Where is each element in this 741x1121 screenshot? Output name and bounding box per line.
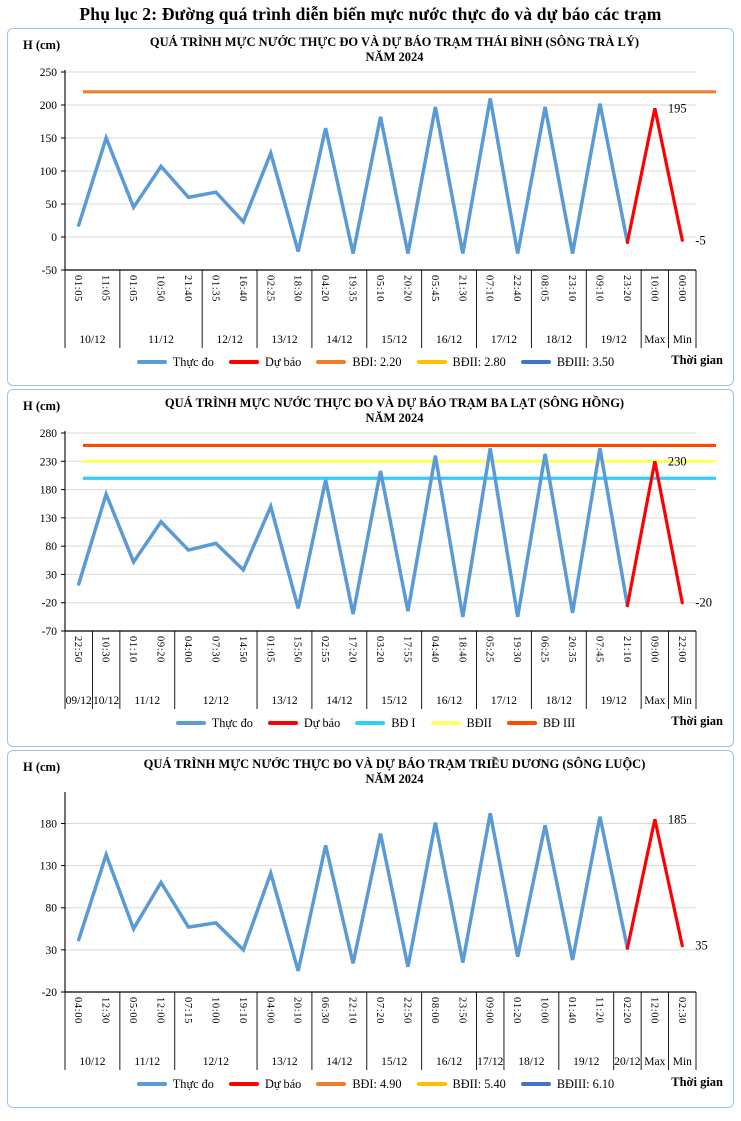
time-label: 01:40 xyxy=(566,997,578,1024)
time-label: 15:50 xyxy=(291,636,303,663)
date-label: Max xyxy=(644,1056,666,1068)
date-label: 16/12 xyxy=(435,1056,463,1068)
time-label: 01:35 xyxy=(209,275,221,302)
time-label: 21:30 xyxy=(456,275,468,302)
date-label: 13/12 xyxy=(271,695,298,707)
legend-item xyxy=(521,1077,614,1092)
legend-item xyxy=(137,1077,214,1092)
legend-label: BĐI: 2.20 xyxy=(352,354,402,369)
time-label: 09:00 xyxy=(648,636,660,663)
y-axis-title: H (cm) xyxy=(23,760,61,774)
y-tick-label: 100 xyxy=(39,166,57,178)
time-label: 07:10 xyxy=(483,275,495,302)
date-label: 20/12 xyxy=(614,1056,641,1068)
chart-legend-row xyxy=(8,350,733,374)
forecast-line xyxy=(627,819,682,948)
time-label: 12:30 xyxy=(99,997,111,1024)
time-label: 23:20 xyxy=(620,275,632,302)
legend-item xyxy=(355,716,415,731)
legend-line-swatch xyxy=(176,721,206,724)
legend-label: BĐIII: 3.50 xyxy=(556,354,615,369)
y-tick-label: 0 xyxy=(51,232,57,244)
chart-subtitle: NĂM 2024 xyxy=(365,411,424,425)
time-label: 02:25 xyxy=(264,275,276,302)
date-label: 10/12 xyxy=(79,1056,106,1068)
legend-label: Thực đo xyxy=(172,1076,214,1091)
time-label: 23:10 xyxy=(566,275,578,302)
date-label: 09/12 xyxy=(65,695,92,707)
chart-plot xyxy=(8,788,734,1072)
legend-line-swatch xyxy=(521,360,551,363)
y-tick-label: -70 xyxy=(41,626,57,638)
chart-panel xyxy=(7,28,734,386)
legend-item xyxy=(507,716,575,731)
time-label: 07:20 xyxy=(374,997,385,1024)
chart-title: QUÁ TRÌNH MỰC NƯỚC THỰC ĐO VÀ DỰ BÁO TRẠM BA LẠT (SÔNG HỒNG) xyxy=(164,396,625,410)
legend-line-swatch xyxy=(316,360,346,363)
time-label: 12:00 xyxy=(648,997,660,1024)
date-label: Min xyxy=(672,695,692,707)
chart-legend-row xyxy=(8,1072,733,1096)
legend-line-swatch xyxy=(229,360,259,363)
time-label: 10:00 xyxy=(209,997,221,1024)
legend-line-swatch xyxy=(417,1082,447,1085)
time-label: 22:40 xyxy=(511,275,523,302)
time-label: 21:10 xyxy=(620,636,632,663)
legend-label: Thực đo xyxy=(172,354,214,369)
time-label: 00:00 xyxy=(675,275,687,302)
time-label: 01:10 xyxy=(127,636,139,663)
time-label: 19:30 xyxy=(511,636,523,663)
legend-label: Dự báo xyxy=(264,1076,302,1091)
legend-label: Thực đo xyxy=(211,715,253,730)
time-label: 17:55 xyxy=(401,636,413,663)
date-label: 11/12 xyxy=(134,695,161,707)
legend-label: BĐ I xyxy=(391,715,416,730)
y-tick-label: 130 xyxy=(39,860,57,873)
time-label: 23:50 xyxy=(456,997,468,1024)
time-label: 20:35 xyxy=(566,636,578,663)
date-label: 10/12 xyxy=(79,334,106,346)
chart-subtitle: NĂM 2024 xyxy=(365,772,424,786)
annotation-value: 185 xyxy=(667,812,687,827)
date-label: Min xyxy=(672,334,692,346)
chart-plot xyxy=(8,427,734,711)
observed-line xyxy=(79,98,628,253)
time-label: 05:00 xyxy=(127,997,139,1024)
observed-line xyxy=(79,813,628,971)
date-label: 14/12 xyxy=(326,334,353,346)
time-label: 17:20 xyxy=(346,636,358,663)
legend-line-swatch xyxy=(268,721,298,724)
time-label: 04:00 xyxy=(181,636,193,663)
time-label: 04:20 xyxy=(319,275,331,302)
time-label: 06:25 xyxy=(538,636,550,663)
legend-line-swatch xyxy=(417,360,447,363)
y-tick-label: -50 xyxy=(41,265,57,277)
date-label: 13/12 xyxy=(271,1056,298,1068)
legend-item xyxy=(316,1077,401,1092)
legend-label: BĐ III xyxy=(542,715,576,730)
legend-line-swatch xyxy=(137,1082,167,1085)
legend-label: BĐII xyxy=(466,715,492,730)
chart-legend-row xyxy=(8,711,733,735)
legend-item xyxy=(431,716,492,731)
time-label: 07:45 xyxy=(593,636,605,663)
legend-line-swatch xyxy=(229,1082,259,1085)
y-tick-label: 50 xyxy=(45,199,57,211)
time-label: 09:20 xyxy=(154,636,166,663)
time-label: 02:55 xyxy=(319,636,331,663)
time-label: 18:40 xyxy=(456,636,468,663)
time-label: 22:00 xyxy=(675,636,687,663)
chart-plot xyxy=(8,66,734,350)
annotation-value: 195 xyxy=(667,101,687,116)
y-tick-label: 30 xyxy=(45,569,57,582)
legend-line-swatch xyxy=(137,360,167,363)
annotation-value: 230 xyxy=(667,454,687,469)
time-label: 05:25 xyxy=(483,636,495,663)
time-label: 16:40 xyxy=(236,275,248,302)
time-label: 22:50 xyxy=(401,997,413,1024)
y-tick-label: 250 xyxy=(39,67,57,79)
page-title: Phụ lục 2: Đường quá trình diễn biến mực nước thực đo và dự báo các trạm xyxy=(79,4,662,24)
y-tick-label: -20 xyxy=(41,597,57,610)
chart-panel xyxy=(7,750,734,1108)
date-label: Max xyxy=(644,695,666,707)
time-label: 10:00 xyxy=(538,997,550,1024)
chart-subtitle: NĂM 2024 xyxy=(365,50,424,64)
legend-label: BĐIII: 6.10 xyxy=(556,1076,615,1091)
y-tick-label: 130 xyxy=(39,512,57,525)
date-label: 12/12 xyxy=(216,334,243,346)
date-label: 15/12 xyxy=(381,1056,408,1068)
date-label: 12/12 xyxy=(202,695,229,707)
forecast-line xyxy=(627,108,682,242)
time-label: 04:00 xyxy=(264,997,276,1024)
time-label: 11:05 xyxy=(99,275,111,302)
time-label: 08:00 xyxy=(428,997,440,1024)
legend-items xyxy=(8,711,733,735)
date-label: 15/12 xyxy=(381,695,408,707)
time-label: 07:15 xyxy=(181,997,193,1024)
chart-panel xyxy=(7,389,734,747)
date-label: 13/12 xyxy=(271,334,298,346)
y-tick-label: 180 xyxy=(39,818,57,831)
y-tick-label: 30 xyxy=(45,944,57,957)
y-tick-label: 180 xyxy=(39,484,57,497)
time-label: 01:05 xyxy=(127,275,139,302)
y-axis-title: H (cm) xyxy=(23,399,61,413)
legend-item xyxy=(417,355,506,370)
time-label: 05:10 xyxy=(374,275,385,302)
annotation-value: -20 xyxy=(695,595,712,610)
time-label: 19:35 xyxy=(346,275,358,302)
time-label: 21:40 xyxy=(181,275,193,302)
x-axis-title: Thời gian xyxy=(671,353,723,367)
date-label: 19/12 xyxy=(573,1056,600,1068)
date-label: 11/12 xyxy=(148,334,174,346)
legend-item xyxy=(316,355,401,370)
time-label: 01:05 xyxy=(264,636,276,663)
date-label: 10/12 xyxy=(93,695,120,707)
charts-container xyxy=(0,28,741,1108)
legend-item xyxy=(229,1077,301,1092)
date-label: 17/12 xyxy=(490,334,518,346)
legend-items xyxy=(8,1072,733,1096)
time-label: 01:05 xyxy=(72,275,84,302)
time-label: 11:20 xyxy=(593,997,605,1024)
time-label: 10:30 xyxy=(99,636,111,663)
legend-item xyxy=(229,355,301,370)
chart-title: QUÁ TRÌNH MỰC NƯỚC THỰC ĐO VÀ DỰ BÁO TRẠM THÁI BÌNH (SÔNG TRÀ LÝ) xyxy=(149,35,640,49)
legend-line-swatch xyxy=(355,721,385,724)
date-label: 16/12 xyxy=(435,695,463,707)
date-label: 18/12 xyxy=(518,1056,545,1068)
legend-label: BĐI: 4.90 xyxy=(352,1076,402,1091)
x-axis-title: Thời gian xyxy=(671,1075,723,1089)
legend-line-swatch xyxy=(521,1082,551,1085)
legend-items xyxy=(8,350,733,374)
chart-title: QUÁ TRÌNH MỰC NƯỚC THỰC ĐO VÀ DỰ BÁO TRẠM TRIỀU DƯƠNG (SÔNG LUỘC) xyxy=(143,757,646,771)
time-label: 09:10 xyxy=(593,275,605,302)
date-label: 14/12 xyxy=(326,1056,353,1068)
annotation-value: -5 xyxy=(695,233,706,248)
y-tick-label: -20 xyxy=(41,987,57,999)
time-label: 22:50 xyxy=(72,636,84,663)
date-label: Max xyxy=(644,334,666,346)
date-label: 11/12 xyxy=(134,1056,161,1068)
legend-item xyxy=(137,355,214,370)
date-label: 17/12 xyxy=(477,1056,504,1068)
legend-item xyxy=(521,355,614,370)
legend-label: BĐII: 5.40 xyxy=(452,1076,506,1091)
date-label: 18/12 xyxy=(545,334,572,346)
time-label: 12:00 xyxy=(154,997,166,1024)
date-label: 14/12 xyxy=(326,695,353,707)
forecast-line xyxy=(627,461,682,605)
y-tick-label: 80 xyxy=(45,541,57,554)
time-label: 03:20 xyxy=(374,636,385,663)
time-label: 05:45 xyxy=(428,275,440,302)
y-tick-label: 200 xyxy=(39,100,57,112)
time-label: 01:20 xyxy=(511,997,523,1024)
time-label: 10:50 xyxy=(154,275,166,302)
time-label: 04:00 xyxy=(72,997,84,1024)
time-label: 18:30 xyxy=(291,275,303,302)
y-tick-label: 230 xyxy=(39,456,57,469)
time-label: 08:05 xyxy=(538,275,550,302)
time-label: 22:10 xyxy=(346,997,358,1024)
legend-line-swatch xyxy=(507,721,537,724)
time-label: 06:30 xyxy=(319,997,331,1024)
legend-line-swatch xyxy=(316,1082,346,1085)
observed-line xyxy=(79,448,628,617)
legend-label: BĐII: 2.80 xyxy=(452,354,506,369)
date-label: 19/12 xyxy=(600,334,627,346)
time-label: 04:40 xyxy=(428,636,440,663)
date-label: 17/12 xyxy=(490,695,518,707)
time-label: 09:00 xyxy=(483,997,495,1024)
legend-label: Dự báo xyxy=(303,715,341,730)
x-axis-title: Thời gian xyxy=(671,714,723,728)
time-label: 02:30 xyxy=(675,997,687,1024)
date-label: 19/12 xyxy=(600,695,627,707)
time-label: 19:10 xyxy=(236,997,248,1024)
time-label: 20:10 xyxy=(291,997,303,1024)
time-label: 20:20 xyxy=(401,275,413,302)
date-label: Min xyxy=(672,1056,692,1068)
legend-label: Dự báo xyxy=(264,354,302,369)
date-label: 18/12 xyxy=(545,695,572,707)
legend-item xyxy=(417,1077,506,1092)
legend-line-swatch xyxy=(431,721,461,724)
legend-item xyxy=(268,716,340,731)
time-label: 07:30 xyxy=(209,636,221,663)
y-tick-label: 280 xyxy=(39,428,57,440)
time-label: 14:50 xyxy=(236,636,248,663)
date-label: 16/12 xyxy=(435,334,463,346)
date-label: 15/12 xyxy=(381,334,408,346)
date-label: 12/12 xyxy=(202,1056,229,1068)
y-axis-title: H (cm) xyxy=(23,38,61,52)
time-label: 10:00 xyxy=(648,275,660,302)
annotation-value: 35 xyxy=(695,938,708,953)
legend-item xyxy=(176,716,253,731)
y-tick-label: 150 xyxy=(39,133,57,145)
y-tick-label: 80 xyxy=(45,902,57,915)
time-label: 02:20 xyxy=(620,997,632,1024)
